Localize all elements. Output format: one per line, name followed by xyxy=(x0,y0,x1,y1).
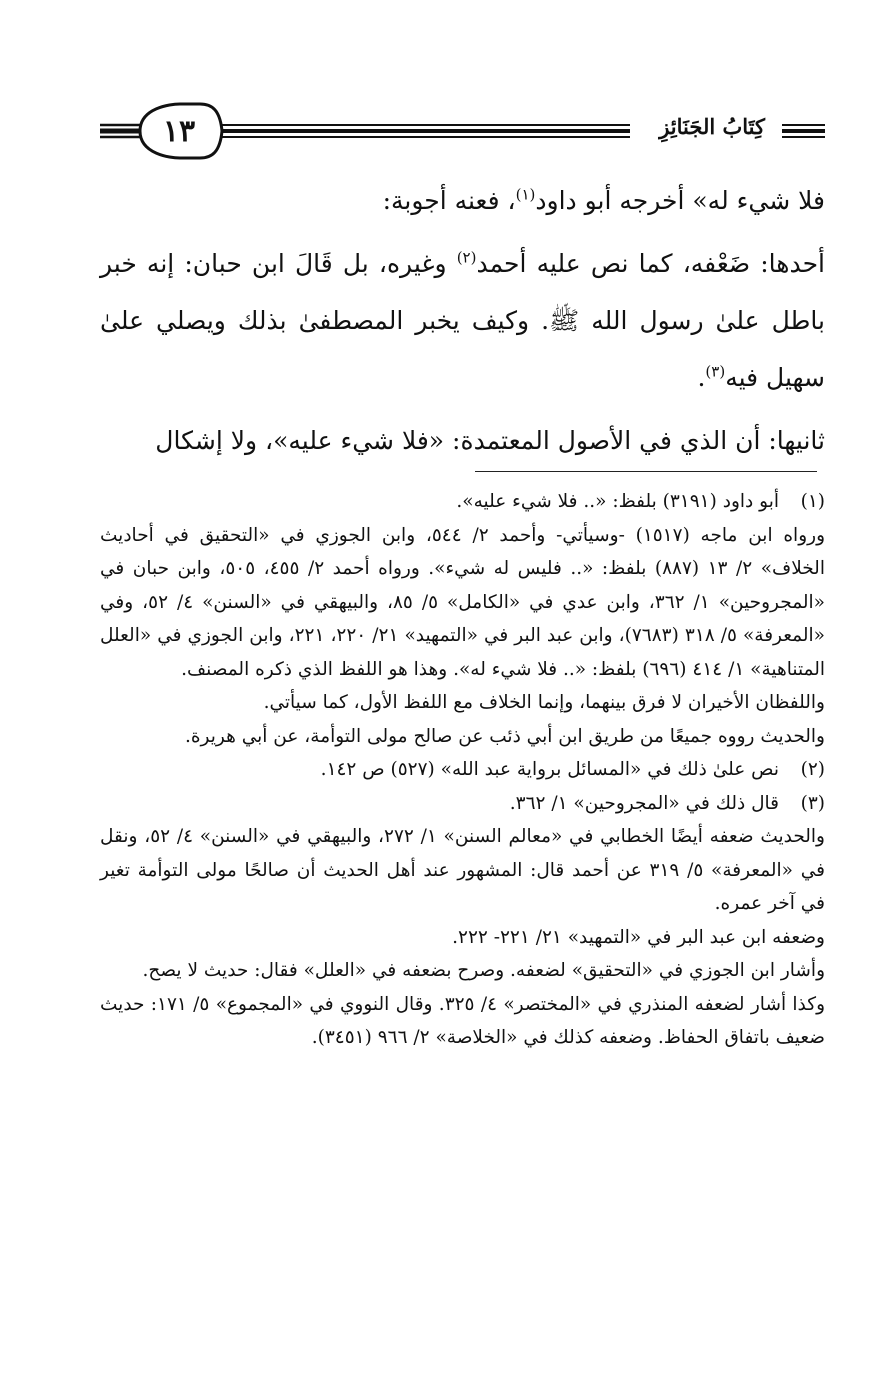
footnote-1 xyxy=(100,485,825,519)
footnote-2 xyxy=(100,753,825,787)
paragraph-text: ، فعنه أجوبة: xyxy=(382,186,516,215)
footnote-3 xyxy=(100,787,825,821)
footnote-text: وضعفه ابن عبد البر في «التمهيد» ٢١/ ٢٢١- ٢٢٢. xyxy=(452,926,825,948)
footnote-ref: (٢) xyxy=(456,248,477,267)
footnote-ref: (١) xyxy=(515,185,536,204)
footnote-text: نص علىٰ ذلك في «المسائل برواية عبد الله» (٥٢٧) ص ١٤٢. xyxy=(320,759,779,780)
paragraph-text: أحدها: ضَعْفه، كما نص عليه أحمد xyxy=(476,249,825,278)
page-header xyxy=(100,100,825,162)
footnote-number: (٢) xyxy=(800,759,825,780)
page-number: ١٣ xyxy=(162,113,196,149)
paragraph-text: فلا شيء له» أخرجه أبو داود xyxy=(535,186,825,215)
paragraph-text: ثانيها: أن الذي في الأصول المعتمدة: «فلا شيء عليه»، ولا إشكال xyxy=(155,426,825,455)
footnote-text: ورواه ابن ماجه (١٥١٧) -وسيأتي- وأحمد ٢/ ٥٤٤، وابن الجوزي في «التحقيق في أحاديث الخلاف» ٢/ ١٣ (٨٨٧) بلفظ: «.. فليس له شيء». ورواه أحمد ٢/ ٤٥٥، ٥٠٥، وابن حبان في «المجروحين» ١/ ٣٦٢، وابن عدي في «الكامل» ٥/ ٨٥، والبيهقي في «السنن» ٤/ ٥٢، وفي «المعرفة» ٥/ ٣١٨ (٧٦٨٣)، وابن عبد البر في «التمهيد» ٢١/ ٢٢٠، ٢٢١، وابن الجوزي في «العلل المتناهية» ١/ ٤١٤ (٦٩٦) بلفظ: «.. فلا شيء له». وهذا هو اللفظ الذي ذكره المصنف. xyxy=(100,524,825,680)
main-text xyxy=(100,172,825,469)
footnote-text: والحديث ضعفه أيضًا الخطابي في «معالم السنن» ١/ ٢٧٢، والبيهقي في «السنن» ٤/ ٥٢، ونقل في «المعرفة» ٥/ ٣١٩ عن أحمد قال: المشهور عند أهل الحديث أن صالحًا مولى التوأمة تغير في آخر عمره. xyxy=(100,826,825,914)
footnotes xyxy=(100,485,825,1055)
footnote-text: والحديث رووه جميعًا من طريق ابن أبي ذئب عن صالح مولى التوأمة، عن أبي هريرة. xyxy=(184,725,825,747)
footnote-text: أبو داود (٣١٩١) بلفظ: «.. فلا شيء عليه». xyxy=(456,491,779,512)
paragraph-text: وغيره، بل قَالَ ابن حبان: إنه خبر باطل علىٰ رسول الله ﷺ. وكيف يخبر المصطفىٰ بذلك ويصلي علىٰ سهيل فيه xyxy=(100,249,825,392)
footnote-number: (٣) xyxy=(800,792,825,814)
footnote-text: قال ذلك في «المجروحين» ١/ ٣٦٢. xyxy=(509,792,779,814)
footnote-number: (١) xyxy=(800,491,825,512)
footnote-text: وأشار ابن الجوزي في «التحقيق» لضعفه. وصرح بضعفه في «العلل» فقال: حديث لا يصح. xyxy=(142,960,825,981)
footnote-text: وكذا أشار لضعفه المنذري في «المختصر» ٤/ ٣٢٥. وقال النووي في «المجموع» ٥/ ١٧١: حديث ضعيف باتفاق الحفاظ. وضعفه كذلك في «الخلاصة» ٢/ ٩٦٦ (٣٤٥١). xyxy=(100,993,826,1048)
footnote-divider xyxy=(475,471,817,472)
paragraph-2 xyxy=(100,235,825,406)
running-title: كِتَابُ الجَنَائِزِ xyxy=(659,114,765,139)
paragraph-3 xyxy=(100,412,825,469)
footnote-ref: (٣) xyxy=(705,362,726,381)
paragraph-text: . xyxy=(697,363,706,392)
footnote-text: واللفظان الأخيران لا فرق بينهما، وإنما الخلاف مع اللفظ الأول، كما سيأتي. xyxy=(263,692,825,713)
paragraph-1 xyxy=(100,172,825,229)
